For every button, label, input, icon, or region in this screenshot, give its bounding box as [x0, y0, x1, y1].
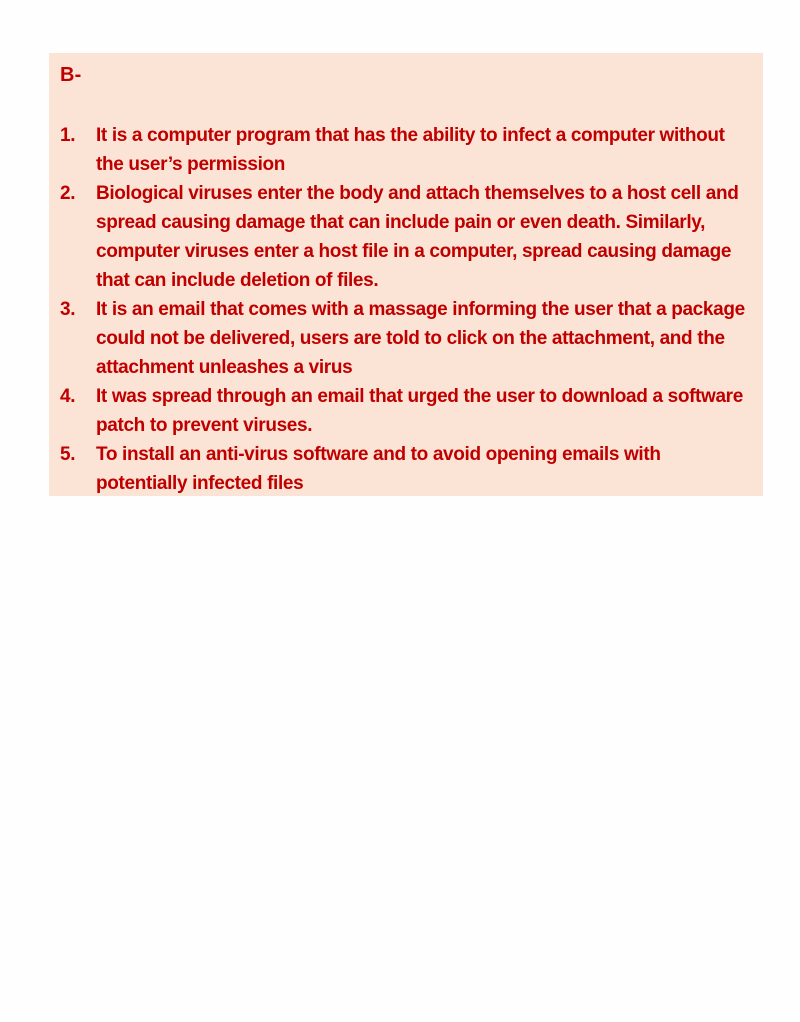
answer-item-1 — [60, 121, 749, 179]
answer-number: 2. — [60, 183, 76, 204]
section-label: B- — [60, 64, 82, 86]
answer-text: It is an email that comes with a massage informing the user that a package could not be delivered, users are told to click on the attachment, and the attachment unleashes a virus — [96, 299, 745, 378]
answer-number: 5. — [60, 444, 76, 465]
answer-item-3 — [60, 295, 749, 382]
answer-number: 1. — [60, 125, 76, 146]
answer-text: It was spread through an email that urged the user to download a software patch to prevent viruses. — [96, 386, 743, 436]
answer-number: 4. — [60, 386, 76, 407]
answer-text: To install an anti-virus software and to avoid opening emails with potentially infected files — [96, 444, 661, 494]
answer-text: It is a computer program that has the ability to infect a computer without the user’s permission — [96, 125, 725, 175]
answer-item-5 — [60, 440, 749, 498]
answer-number: 3. — [60, 299, 76, 320]
answer-box — [49, 53, 763, 496]
answer-list — [60, 121, 749, 498]
answer-item-2 — [60, 179, 749, 295]
answer-item-4 — [60, 382, 749, 440]
answer-text: Biological viruses enter the body and attach themselves to a host cell and spread causing damage that can include pain or even death. Similarly, computer viruses enter a host file in a computer, spread causing damage that can include deletion of files. — [96, 183, 739, 291]
